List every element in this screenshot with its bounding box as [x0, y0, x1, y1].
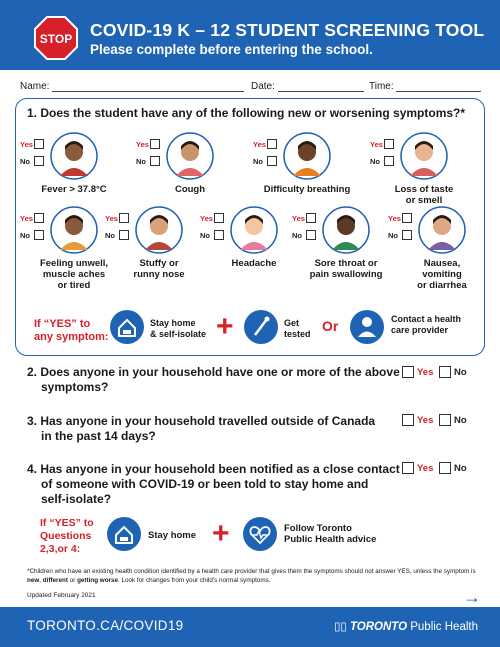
symptom-illustration-icon — [400, 132, 448, 180]
yes-label: Yes — [136, 140, 149, 149]
no-label: No — [292, 231, 302, 240]
symptom-label: Fever > 37.8°C — [41, 184, 107, 195]
yes-label: Yes — [20, 140, 33, 149]
yes-label: Yes — [20, 214, 33, 223]
if-yes-questions-label: If “YES” to Questions 2,3,or 4: — [40, 517, 94, 555]
time-field[interactable] — [369, 81, 481, 92]
question-2: 2. Does anyone in your household have one or more of the above symptoms? — [27, 365, 400, 394]
date-line[interactable] — [278, 82, 364, 92]
question-3: 3. Has anyone in your household travelled outside of Canada in the past 14 days? — [27, 414, 376, 443]
q4-yes-checkbox[interactable] — [402, 462, 414, 474]
bottom-stay-home: Stay home — [148, 530, 197, 541]
symptom-yes-checkbox[interactable] — [34, 213, 44, 223]
symptom-yes-checkbox[interactable] — [150, 139, 160, 149]
symptom-illustration-icon — [322, 206, 370, 254]
next-arrow-icon: → — [463, 587, 481, 607]
symptom-yes-checkbox[interactable] — [267, 139, 277, 149]
q4-no-label: No — [454, 463, 467, 474]
q4-yes-label: Yes — [417, 463, 434, 474]
follow-tph-advice: Follow Toronto Public Health advice — [284, 523, 377, 545]
name-line[interactable] — [52, 82, 244, 92]
symptom-label: Sore throat or pain swallowing — [309, 258, 383, 280]
no-label: No — [200, 231, 210, 240]
q3-no-checkbox[interactable] — [439, 414, 451, 426]
q4-no-checkbox[interactable] — [439, 462, 451, 474]
action-stay-home: Stay home & self-isolate — [150, 318, 207, 339]
no-label: No — [105, 231, 115, 240]
house-icon-2 — [107, 517, 141, 551]
date-label: Date: — [251, 81, 275, 92]
symptom-no-checkbox[interactable] — [34, 230, 44, 240]
symptom-no-checkbox[interactable] — [384, 156, 394, 166]
q3-yes-checkbox[interactable] — [402, 414, 414, 426]
time-line[interactable] — [396, 82, 481, 92]
page-title: COVID-19 K – 12 STUDENT SCREENING TOOL — [90, 20, 485, 40]
symptom-yes-checkbox[interactable] — [402, 213, 412, 223]
q2-no-checkbox[interactable] — [439, 366, 451, 378]
tph-logo: ▯▯ TORONTO Public Health — [334, 621, 478, 633]
yes-label: Yes — [388, 214, 401, 223]
symptom-illustration-icon — [230, 206, 278, 254]
symptom-no-checkbox[interactable] — [119, 230, 129, 240]
if-yes-symptom-label: If “YES” to any symptom: — [34, 318, 109, 343]
symptom-label: Cough — [174, 184, 206, 195]
test-swab-icon — [244, 310, 278, 344]
action-get-tested: Get tested — [284, 318, 311, 339]
stop-sign-icon — [34, 16, 78, 60]
symptom-label: Difficulty breathing — [263, 184, 351, 195]
time-label: Time: — [369, 81, 394, 92]
no-label: No — [388, 231, 398, 240]
action-contact-provider: Contact a health care provider — [391, 314, 462, 335]
house-icon — [110, 310, 144, 344]
symptom-yes-checkbox[interactable] — [384, 139, 394, 149]
symptom-illustration-icon — [283, 132, 331, 180]
symptom-yes-checkbox[interactable] — [306, 213, 316, 223]
symptom-illustration-icon — [418, 206, 466, 254]
or-label: Or — [322, 318, 339, 334]
question-1: 1. Does the student have any of the following new or worsening symptoms?* — [27, 106, 466, 120]
symptom-label: Feeling unwell, muscle aches or tired — [39, 258, 109, 291]
symptom-no-checkbox[interactable] — [34, 156, 44, 166]
svg-text:STOP: STOP — [39, 32, 73, 46]
symptom-no-checkbox[interactable] — [214, 230, 224, 240]
symptom-no-checkbox[interactable] — [150, 156, 160, 166]
name-label: Name: — [20, 81, 50, 92]
page-subtitle: Please complete before entering the school. — [90, 42, 373, 57]
symptom-label: Loss of taste or smell — [394, 184, 454, 206]
footnote: *Children who have an existing health condition identified by a health care provider that gives them the symptoms should not answer YES, unless the symptom is new, different or getting worse. Look for changes from your child’s normal symptoms. — [27, 568, 476, 584]
symptom-yes-checkbox[interactable] — [214, 213, 224, 223]
symptom-illustration-icon — [166, 132, 214, 180]
symptom-illustration-icon — [50, 132, 98, 180]
header-banner — [0, 0, 500, 70]
symptom-label: Stuffy or runny nose — [133, 258, 185, 280]
symptom-illustration-icon — [50, 206, 98, 254]
no-label: No — [136, 157, 146, 166]
plus-icon-2: + — [212, 517, 230, 550]
no-label: No — [20, 231, 30, 240]
symptom-label: Nausea, vomiting or diarrhea — [417, 258, 467, 291]
yes-label: Yes — [292, 214, 305, 223]
plus-icon: + — [216, 310, 234, 343]
yes-label: Yes — [370, 140, 383, 149]
heart-monitor-icon — [243, 517, 277, 551]
doctor-icon — [350, 310, 384, 344]
updated-date: Updated February 2021 — [27, 592, 96, 599]
symptom-no-checkbox[interactable] — [402, 230, 412, 240]
question-4: 4. Has anyone in your household been notified as a close contact of someone with COVID-19 or been told to stay home and self-isolate? — [27, 462, 400, 506]
yes-label: Yes — [253, 140, 266, 149]
date-field[interactable] — [251, 81, 364, 92]
no-label: No — [253, 157, 263, 166]
symptom-no-checkbox[interactable] — [267, 156, 277, 166]
symptom-yes-checkbox[interactable] — [34, 139, 44, 149]
q2-no-label: No — [454, 367, 467, 378]
q3-yes-label: Yes — [417, 415, 434, 426]
yes-label: Yes — [105, 214, 118, 223]
q3-no-label: No — [454, 415, 467, 426]
q2-yes-checkbox[interactable] — [402, 366, 414, 378]
symptom-illustration-icon — [135, 206, 183, 254]
symptom-no-checkbox[interactable] — [306, 230, 316, 240]
name-field[interactable] — [20, 81, 244, 92]
symptom-yes-checkbox[interactable] — [119, 213, 129, 223]
no-label: No — [20, 157, 30, 166]
footer-url[interactable]: TORONTO.CA/COVID19 — [27, 618, 184, 633]
footer-bar — [0, 607, 500, 647]
q2-yes-label: Yes — [417, 367, 434, 378]
city-hall-icon: ▯▯ — [334, 621, 350, 633]
no-label: No — [370, 157, 380, 166]
yes-label: Yes — [200, 214, 213, 223]
symptom-label: Headache — [231, 258, 277, 269]
